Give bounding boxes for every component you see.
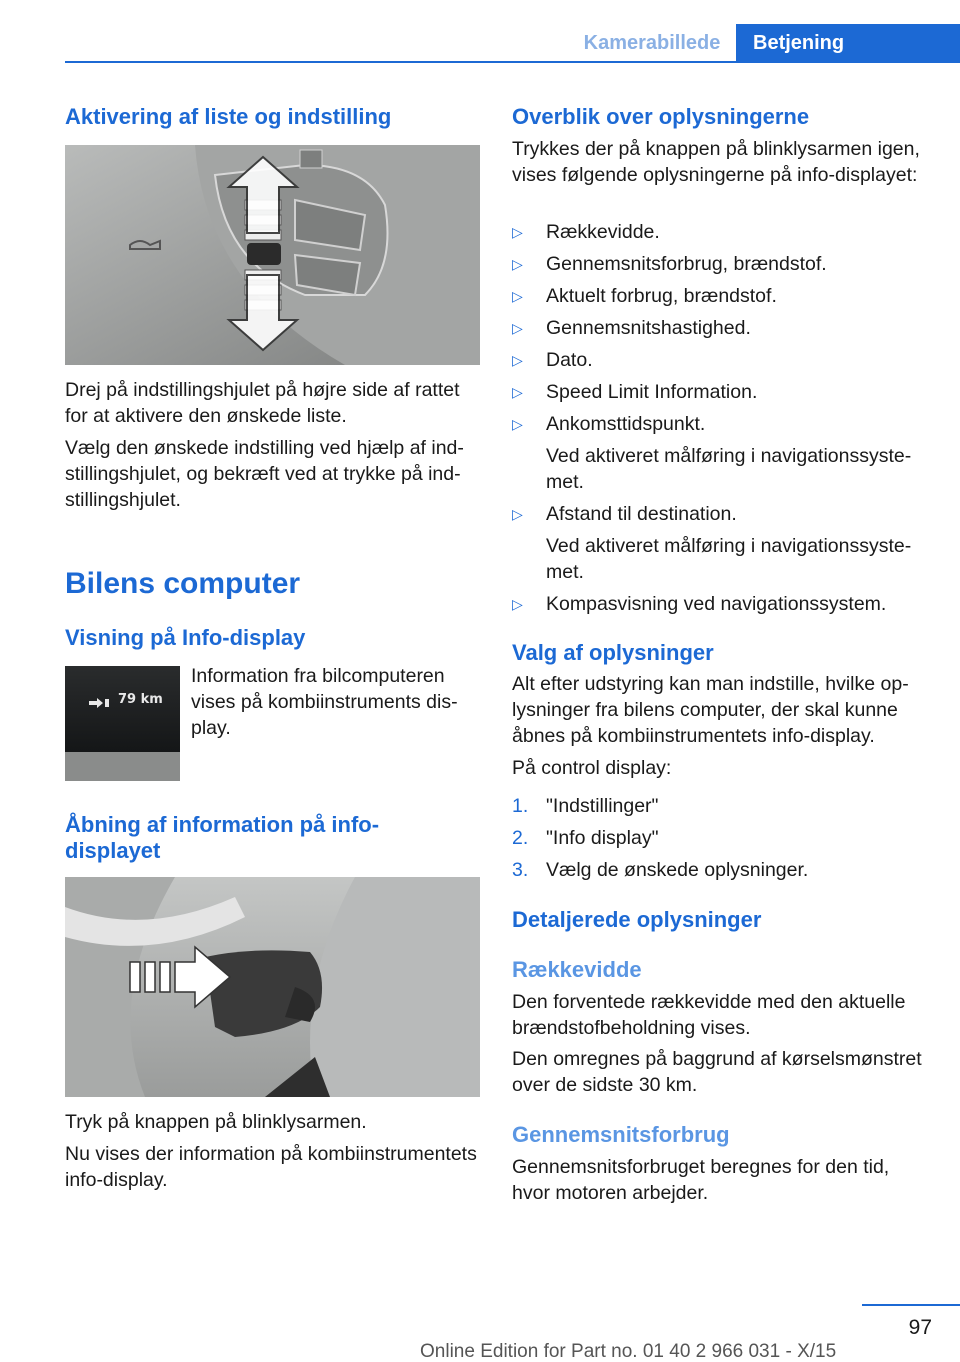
paragraph-visning: Information fra bilcomputeren vises på kombiinstruments display. <box>191 665 458 739</box>
header-rule <box>65 61 960 63</box>
page-number: 97 <box>908 1316 932 1339</box>
triangle-marker-icon: ▷ <box>512 320 523 336</box>
list-item: ▷ Speed Limit Information. <box>512 381 758 403</box>
list-item: ▷ Ankomsttidspunkt. Ved aktiveret målføring i navigationssystemet. <box>512 413 912 493</box>
header-tab-betjening[interactable]: Betjening <box>736 24 960 62</box>
list-item: ▷ Kompasvisning ved navigationssystem. <box>512 593 887 615</box>
paragraph-overblik: Trykkes der på knappen på blinklysarmen igen, vises følgende oplysningerne på info-displayet: <box>512 138 920 186</box>
info-display-figure <box>65 666 180 781</box>
paragraph-raekkevidde-2: Den omregnes på baggrund af kørselsmønstret over de sidste 30 km. <box>512 1048 922 1096</box>
heading-visning: Visning på Info-display <box>65 625 306 650</box>
info-display-value: 79 km <box>118 692 163 707</box>
paragraph-gennemsnit: Gennemsnitsforbruget beregnes for den tid, hvor motoren arbejder. <box>512 1156 890 1204</box>
heading-detaljerede: Detaljerede oplysninger <box>512 907 762 932</box>
step-item: 3. Vælg de ønskede oplysninger. <box>512 859 809 881</box>
paragraph-vaelg: Vælg den ønskede indstilling ved hjælp af indstillingshjulet, og bekræft ved at trykke på indstillingshjulet. <box>65 437 464 511</box>
step-item: 1. "Indstillinger" <box>512 795 659 817</box>
triangle-marker-icon: ▷ <box>512 288 523 304</box>
step-item: 2. "Info display" <box>512 827 659 849</box>
steering-wheel-illustration <box>65 145 480 365</box>
heading-raekkevidde: Rækkevidde <box>512 957 642 982</box>
heading-valg: Valg af oplysninger <box>512 640 714 665</box>
triangle-marker-icon: ▷ <box>512 224 523 240</box>
paragraph-valg: Alt efter udstyring kan man indstille, hvilke oplysninger fra bilens computer, der skal kunne åbnes på kombiinstrumentets info-display. <box>512 673 909 747</box>
footer-edition: Online Edition for Part no. 01 40 2 966 031 - X/15 <box>420 1341 837 1362</box>
steering-wheel-figure <box>65 145 480 365</box>
paragraph-raekkevidde-1: Den forventede rækkevidde med den aktuelle brændstofbeholdning vises. <box>512 991 906 1039</box>
triangle-marker-icon: ▷ <box>512 506 523 522</box>
heading-gennemsnit: Gennemsnitsforbrug <box>512 1122 730 1147</box>
steps-list <box>512 793 932 883</box>
triangle-marker-icon: ▷ <box>512 596 523 612</box>
paragraph-nu-vises: Nu vises der information på kombiinstrumentets info-display. <box>65 1143 477 1191</box>
indicator-stalk-illustration <box>65 877 480 1097</box>
footer-rule <box>862 1304 960 1306</box>
paragraph-tryk: Tryk på knappen på blinklysarmen. <box>65 1111 367 1133</box>
triangle-marker-icon: ▷ <box>512 352 523 368</box>
triangle-marker-icon: ▷ <box>512 384 523 400</box>
paragraph-drej: Drej på indstillingshjulet på højre side af rattet for at aktivere den ønskede liste. <box>65 379 460 427</box>
heading-aktivering: Aktivering af liste og indstilling <box>65 104 392 129</box>
heading-aabning: Åbning af information på info-displayet <box>65 812 380 863</box>
list-item: ▷ Gennemsnitshastighed. <box>512 317 751 339</box>
header-tab-kamerabillede[interactable]: Kamerabillede <box>583 32 721 54</box>
triangle-marker-icon: ▷ <box>512 256 523 272</box>
triangle-marker-icon: ▷ <box>512 416 523 432</box>
paragraph-control: På control display: <box>512 757 672 779</box>
heading-bilens-computer: Bilens computer <box>65 567 301 600</box>
list-item: ▷ Aktuelt forbrug, brændstof. <box>512 285 777 307</box>
heading-overblik: Overblik over oplysningerne <box>512 104 810 129</box>
list-item: ▷ Rækkevidde. <box>512 221 660 243</box>
info-display-illustration <box>65 666 180 781</box>
list-item: ▷ Dato. <box>512 349 593 371</box>
list-item: ▷ Afstand til destination. Ved aktiveret målføring i navigationssystemet. <box>512 503 912 583</box>
indicator-stalk-figure <box>65 877 480 1097</box>
info-list <box>512 219 932 617</box>
list-item: ▷ Gennemsnitsforbrug, brændstof. <box>512 253 827 275</box>
